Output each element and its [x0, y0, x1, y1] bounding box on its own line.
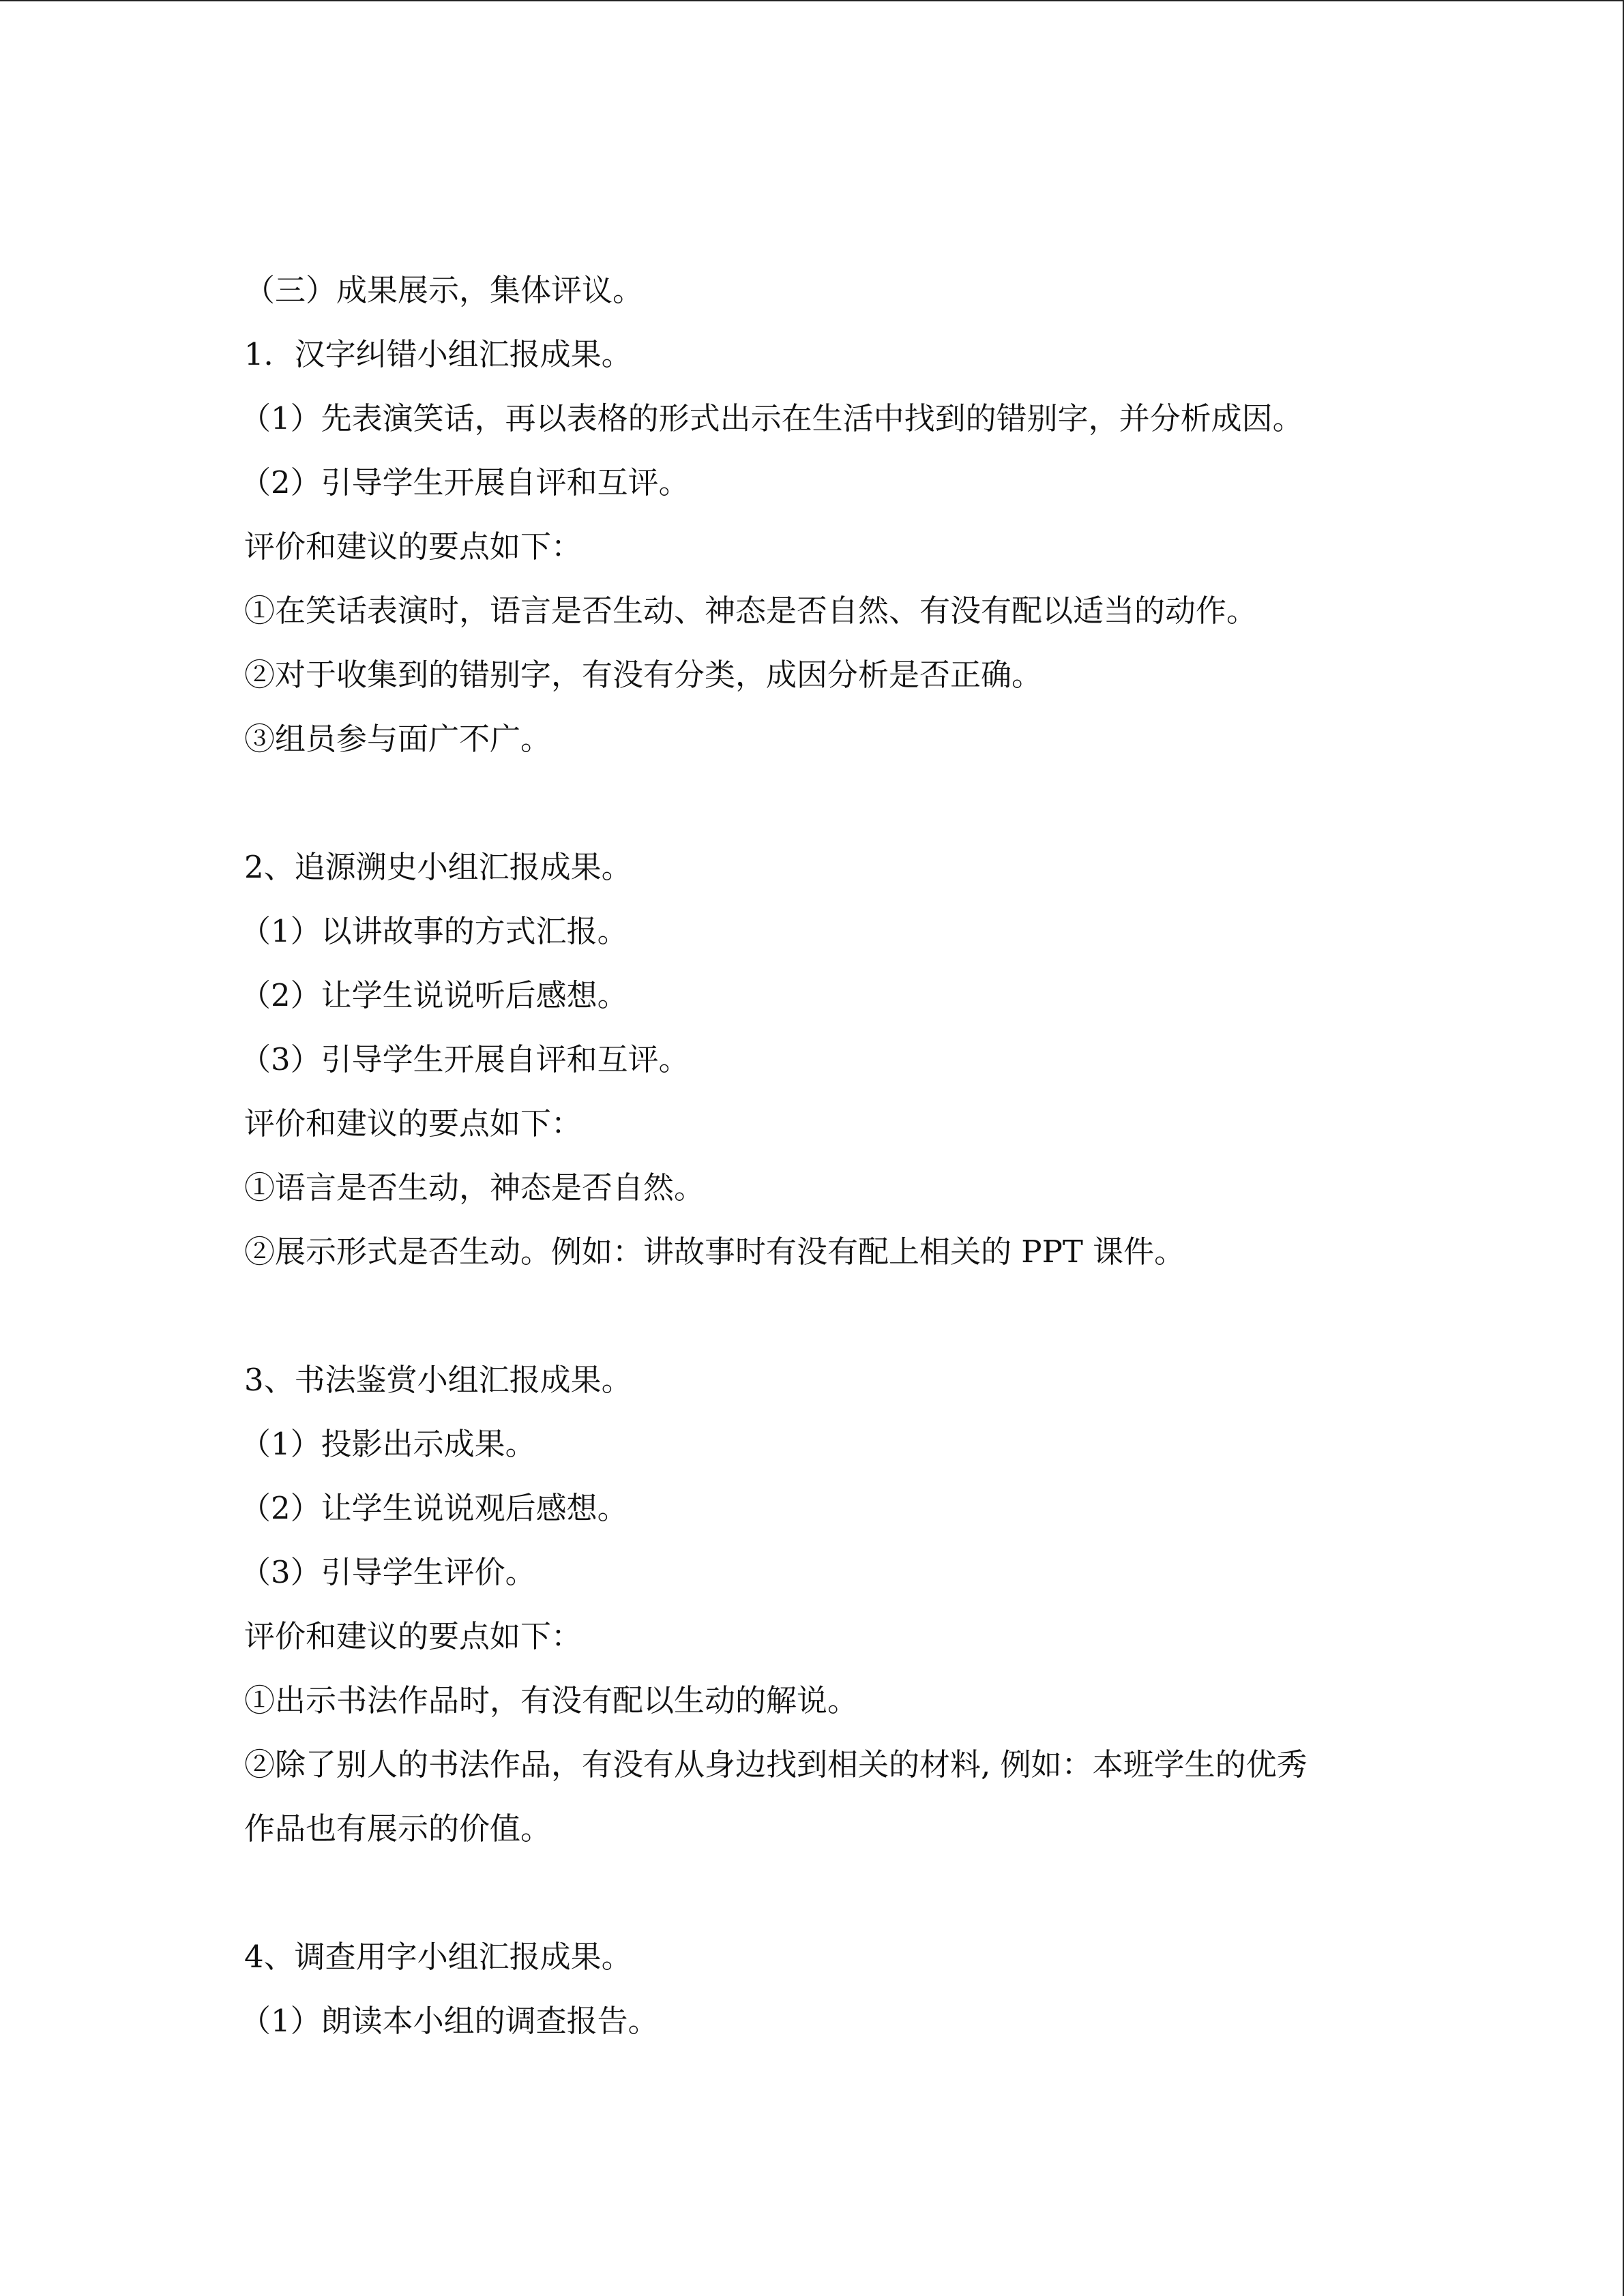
evaluation-point-continued: 作品也有展示的价值。 — [244, 1810, 552, 1847]
group-heading-1: 1．汉字纠错小组汇报成果。 — [244, 336, 632, 372]
evaluation-heading: 评价和建议的要点如下： — [244, 528, 582, 565]
evaluation-point: ②展示形式是否生动。例如：讲故事时有没有配上相关的 PPT 课件。 — [244, 1234, 1185, 1270]
evaluation-heading: 评价和建议的要点如下： — [244, 1618, 582, 1654]
step-item: （2）引导学生开展自评和互评。 — [240, 464, 690, 501]
group-heading-2: 2、追源溯史小组汇报成果。 — [244, 849, 632, 885]
blank-line — [244, 1873, 1404, 1937]
evaluation-point: ①出示书法作品时，有没有配以生动的解说。 — [244, 1682, 859, 1718]
step-item: （3）引导学生评价。 — [240, 1554, 536, 1590]
step-item: （3）引导学生开展自评和互评。 — [240, 1041, 690, 1077]
step-item: （2）让学生说说听后感想。 — [240, 977, 628, 1013]
evaluation-point: ①在笑话表演时，语言是否生动、神态是否自然、有没有配以适当的动作。 — [244, 593, 1258, 629]
blank-line — [244, 784, 1404, 848]
evaluation-point: ③组员参与面广不广。 — [244, 721, 552, 757]
document-body — [240, 271, 1404, 2066]
evaluation-point: ①语言是否生动，神态是否自然。 — [244, 1169, 705, 1206]
evaluation-heading: 评价和建议的要点如下： — [244, 1105, 582, 1142]
step-item: （2）让学生说说观后感想。 — [240, 1490, 628, 1526]
evaluation-point: ②除了别人的书法作品，有没有从身边找到相关的材料, 例如：本班学生的优秀 — [244, 1746, 1308, 1783]
blank-line — [244, 1296, 1404, 1360]
step-item: （1）以讲故事的方式汇报。 — [240, 913, 628, 949]
step-item: （1）先表演笑话，再以表格的形式出示在生活中找到的错别字，并分析成因。 — [240, 400, 1303, 436]
group-heading-3: 3、书法鉴赏小组汇报成果。 — [244, 1362, 632, 1398]
evaluation-point: ②对于收集到的错别字，有没有分类，成因分析是否正确。 — [244, 657, 1043, 693]
step-item: （1）投影出示成果。 — [240, 1426, 536, 1462]
group-heading-4: 4、调查用字小组汇报成果。 — [244, 1939, 632, 1975]
step-item: （1）朗读本小组的调查报告。 — [240, 2003, 659, 2039]
section-heading: （三）成果展示，集体评议。 — [244, 272, 644, 308]
